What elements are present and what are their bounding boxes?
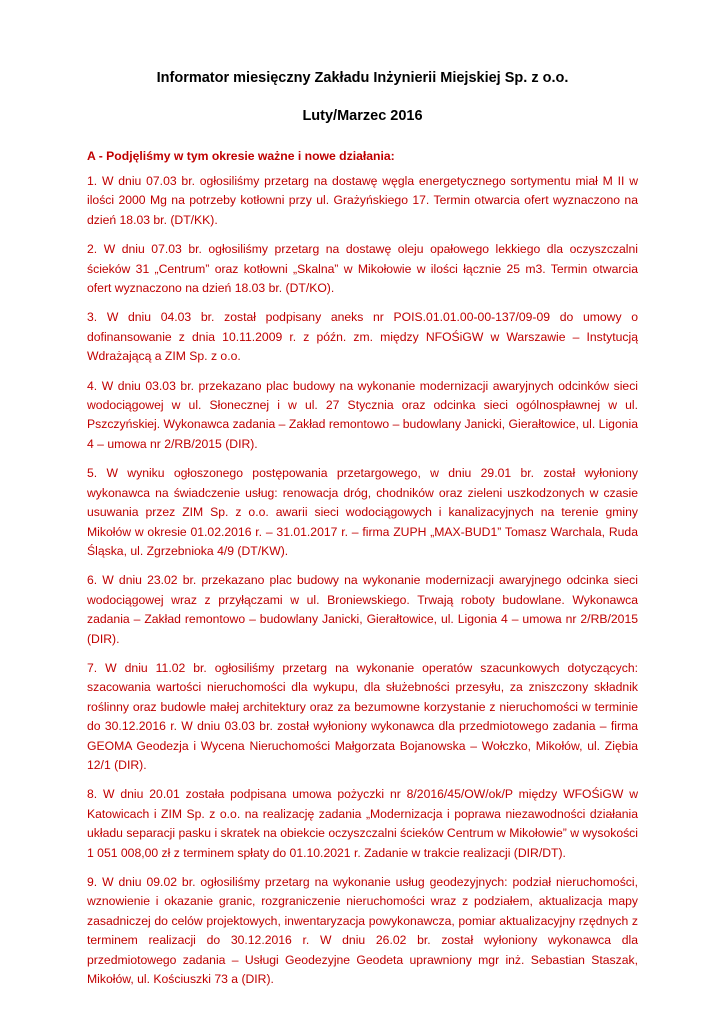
document-page bbox=[87, 60, 638, 999]
news-list bbox=[87, 172, 638, 989]
news-item-7: 7. W dniu 11.02 br. ogłosiliśmy przetarg na wykonanie operatów szacunkowych dotyczących: szacowania wartości nieruchomości dla wykupu, dla służebności przesyłu, za zniszczony składnik roślinny oraz budowle małej architektury oraz za bezumowne korzystanie z nieruchomości w terminie do 30.12.2016 r. W dniu 03.03 br. został wyłoniony wykonawca dla przedmiotowego zadania – firma GEOMA Geodezja i Wycena Nieruchomości Małgorzata Bojanowska – Wołczko, Mikołów, ul. Ziębia 12/1 (DIR). bbox=[87, 660, 638, 772]
news-item-2: 2. W dniu 07.03 br. ogłosiliśmy przetarg na dostawę oleju opałowego lekkiego dla oczyszczalni ścieków 31 „Centrum” oraz kotłowni „Skalna” w Mikołowie w ilości łącznie 25 m3. Termin otwarcia ofert wyznaczono na dzień 18.03 br. (DT/KO). bbox=[87, 242, 638, 296]
news-item-9: 9. W dniu 09.02 br. ogłosiliśmy przetarg na wykonanie usług geodezyjnych: podział nieruchomości, wznowienie i okazanie granic, rozgraniczenie nieruchomości wraz z podziałem, aktualizacja mapy zasadniczej do celów projektowych, inwentaryzacja powykonawcza, pomiar aktualizacyjny rzędnych z terminem realizacji do 30.12.2016 r. W dniu 26.02 br. został wyłoniony wykonawca dla przedmiotowego zadania – Usługi Geodezyjne Geodeta uprawniony mgr inż. Sebastian Staszak, Mikołów, ul. Kościuszki 73 a (DIR). bbox=[87, 875, 638, 987]
news-item-1: 1. W dniu 07.03 br. ogłosiliśmy przetarg na dostawę węgla energetycznego sortymentu miał M II w ilości 2000 Mg na potrzeby kotłowni przy ul. Grażyńskiego 17. Termin otwarcia ofert wyznaczono na dzień 18.03 br. (DT/KK). bbox=[87, 174, 638, 227]
document-subtitle: Luty/Marzec 2016 bbox=[302, 108, 423, 124]
news-item-4: 4. W dniu 03.03 br. przekazano plac budowy na wykonanie modernizacji awaryjnych odcinków sieci wodociągowej w ul. Słonecznej i w ul. 27 Stycznia oraz odcinka sieci ogólnospławnej w ul. Pszczyńskiej. Wykonawca zadania – Zakład remontowo – budowlany Janicki, Gierałtowice, ul. Ligonia 4 – umowa nr 2/RB/2015 (DIR). bbox=[87, 378, 638, 451]
section-heading: A - Podjęliśmy w tym okresie ważne i nowe działania: bbox=[87, 149, 395, 163]
document-title: Informator miesięczny Zakładu Inżynierii Miejskiej Sp. z o.o. bbox=[156, 70, 569, 86]
news-item-3: 3. W dniu 04.03 br. został podpisany aneks nr POIS.01.01.00-00-137/09-09 do umowy o dofinansowanie z dnia 10.11.2009 r. z późn. zm. między NFOŚiGW w Warszawie – Instytucją Wdrażającą a ZIM Sp. z o.o. bbox=[87, 310, 638, 364]
news-item-8: 8. W dniu 20.01 została podpisana umowa pożyczki nr 8/2016/45/OW/ok/P między WFOŚiGW w Katowicach i ZIM Sp. z o.o. na realizację zadania „Modernizacja i poprawa niezawodności działania układu separacji pasku i skratek na obiekcie oczyszczalni ścieków Centrum w Mikołowie” w wysokości 1 051 008,00 zł z terminem spłaty do 01.10.2021 r. Zadanie w trakcie realizacji (DIR/DT). bbox=[87, 787, 638, 860]
news-item-5: 5. W wyniku ogłoszonego postępowania przetargowego, w dniu 29.01 br. został wyłoniony wykonawca na świadczenie usług: renowacja dróg, chodników oraz zieleni uszkodzonych w czasie usuwania przez ZIM Sp. z o.o. awarii sieci wodociągowych i kanalizacyjnych na terenie gminy Mikołów w okresie 01.02.2016 r. – 31.01.2017 r. – firma ZUPH „MAX-BUD1” Tomasz Warchala, Ruda Śląska, ul. Zgrzebnioka 4/9 (DT/KW). bbox=[87, 466, 638, 558]
news-item-6: 6. W dniu 23.02 br. przekazano plac budowy na wykonanie modernizacji awaryjnego odcinka sieci wodociągowej wraz z przyłączami w ul. Broniewskiego. Trwają roboty budowlane. Wykonawca zadania – Zakład remontowo – budowlany Janicki, Gierałtowice, ul. Ligonia 4 – umowa nr 2/RB/2015 (DIR). bbox=[87, 573, 638, 646]
